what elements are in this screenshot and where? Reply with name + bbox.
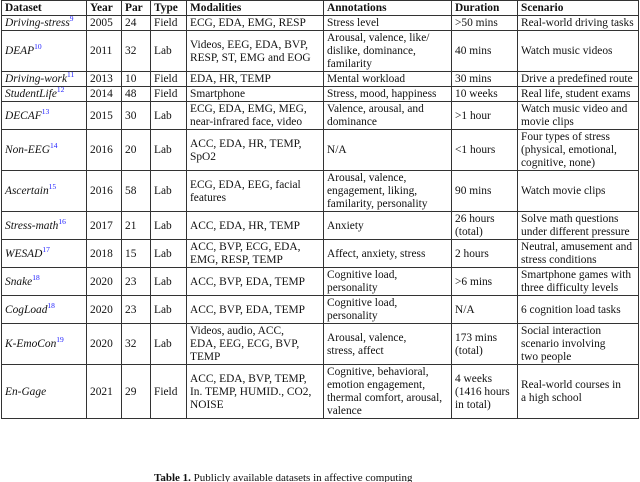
table-row	[2, 72, 639, 87]
year-cell: 2011	[87, 31, 122, 72]
cell-line: Mental workload	[327, 73, 406, 85]
type-cell: Lab	[151, 296, 187, 324]
table-row	[2, 16, 639, 31]
cell-line: Arousal, valence,	[327, 172, 407, 184]
year-cell: 2021	[87, 365, 122, 419]
table-row	[2, 268, 639, 296]
duration-cell	[452, 87, 518, 102]
reference-link[interactable]: 19	[56, 335, 64, 345]
scenario-cell	[518, 212, 639, 240]
cell-line: EDA, HR, TEMP	[190, 73, 271, 85]
cell-line: Arousal, valence,	[327, 331, 407, 344]
cell-line: Stress, mood, happiness	[327, 88, 437, 100]
year-cell: 2013	[87, 72, 122, 87]
modalities-cell	[187, 324, 324, 365]
cell-line: ACC, BVP, EDA, TEMP	[190, 303, 305, 316]
cell-line: ACC, EDA, BVP, TEMP,	[190, 372, 307, 385]
table-caption	[154, 472, 412, 482]
table-body	[2, 16, 639, 419]
modalities-cell	[187, 212, 324, 240]
dataset-name: K-EmoCon	[5, 338, 57, 350]
type-cell: Lab	[151, 102, 187, 130]
cell-line: ECG, EDA, EMG, RESP	[190, 17, 306, 29]
dataset-name-cell	[2, 72, 87, 87]
scenario-cell	[518, 324, 639, 365]
year-cell: 2015	[87, 102, 122, 130]
type-cell: Lab	[151, 268, 187, 296]
year-cell: 2017	[87, 212, 122, 240]
column-header: Year	[87, 1, 122, 16]
par-cell: 10	[122, 72, 151, 87]
cell-line: Watch music video and	[521, 103, 628, 115]
cell-line: Arousal, valence, like/	[327, 32, 430, 44]
cell-line: 10 weeks	[455, 88, 498, 100]
year-cell: 2005	[87, 16, 122, 31]
cell-line: movie clips	[521, 116, 574, 128]
caption-text: Publicly available datasets in affective computing	[193, 472, 413, 482]
dataset-name: Driving-stress	[5, 17, 70, 29]
cell-line: thermal comfort, arousal,	[327, 392, 443, 404]
table-row	[2, 171, 639, 212]
cell-line: >50 mins	[455, 17, 498, 29]
cell-line: Cognitive load,	[327, 269, 398, 281]
cell-line: cognitive, none)	[521, 157, 596, 169]
cell-line: valence	[327, 405, 362, 417]
cell-line: Stress level	[327, 17, 380, 29]
cell-line: Watch movie clips	[521, 185, 606, 197]
cell-line: near-infrared face, video	[190, 116, 303, 128]
reference-link[interactable]: 13	[41, 106, 50, 116]
cell-line: 2 hours	[455, 247, 489, 260]
scenario-cell	[518, 102, 639, 130]
year-cell: 2018	[87, 240, 122, 268]
dataset-name-cell	[2, 31, 87, 72]
cell-line: Smartphone games with	[521, 269, 632, 281]
type-cell: Lab	[151, 130, 187, 171]
dataset-name-cell	[2, 102, 87, 130]
par-cell: 58	[122, 171, 151, 212]
cell-line: Four types of stress	[521, 131, 610, 143]
type-cell: Field	[151, 72, 187, 87]
cell-line: Anxiety	[327, 219, 364, 232]
annotations-cell	[324, 324, 452, 365]
dataset-name: Non-EEG	[5, 144, 50, 156]
modalities-cell	[187, 31, 324, 72]
dataset-name-cell	[2, 130, 87, 171]
scenario-cell	[518, 268, 639, 296]
cell-line: scenario involving	[521, 338, 606, 350]
reference-link[interactable]: 18	[32, 272, 40, 282]
dataset-name-cell	[2, 268, 87, 296]
cell-line: 4 weeks	[455, 372, 493, 385]
table-row	[2, 296, 639, 324]
cell-line: 26 hours	[455, 213, 495, 225]
duration-cell	[452, 16, 518, 31]
dataset-name: Ascertain	[5, 185, 49, 197]
cell-line: (1416 hours	[455, 385, 510, 398]
annotations-cell	[324, 268, 452, 296]
table-row	[2, 324, 639, 365]
dataset-name: Snake	[5, 275, 33, 288]
par-cell: 23	[122, 296, 151, 324]
table-row	[2, 365, 639, 419]
type-cell: Field	[151, 87, 187, 102]
cell-line: RESP, ST, EMG and EOG	[190, 51, 311, 64]
cell-line: Drive a predefined route	[521, 73, 633, 85]
dataset-name: WESAD	[5, 247, 43, 260]
cell-line: Real life, student exams	[521, 88, 631, 100]
cell-line: >6 mins	[455, 275, 493, 288]
cell-line: (total)	[455, 344, 483, 357]
cell-line: familarity, personality	[327, 198, 428, 210]
duration-cell	[452, 171, 518, 212]
annotations-cell	[324, 102, 452, 130]
type-cell: Field	[151, 16, 187, 31]
annotations-cell	[324, 31, 452, 72]
cell-line: ACC, EDA, HR, TEMP	[190, 219, 300, 232]
cell-line: Cognitive, behavioral,	[327, 366, 429, 378]
cell-line: dominance	[327, 116, 377, 128]
cell-line: three difficulty levels	[521, 282, 619, 294]
header-row	[2, 1, 639, 16]
cell-line: >1 hour	[455, 109, 491, 122]
cell-line: (physical, emotional,	[521, 144, 617, 156]
annotations-cell	[324, 16, 452, 31]
cell-line: emotion engagement,	[327, 379, 426, 391]
table-row	[2, 87, 639, 102]
column-header: Annotations	[324, 1, 452, 16]
year-cell: 2014	[87, 87, 122, 102]
par-cell: 29	[122, 365, 151, 419]
par-cell: 15	[122, 240, 151, 268]
table-row	[2, 31, 639, 72]
duration-cell	[452, 31, 518, 72]
duration-cell	[452, 365, 518, 419]
annotations-cell	[324, 87, 452, 102]
cell-line: <1 hours	[455, 144, 496, 156]
par-cell: 21	[122, 212, 151, 240]
duration-cell	[452, 72, 518, 87]
type-cell: Field	[151, 365, 187, 419]
cell-line: N/A	[455, 303, 475, 316]
dataset-name-cell	[2, 324, 87, 365]
reference-link[interactable]: 11	[67, 70, 75, 80]
scenario-cell	[518, 72, 639, 87]
duration-cell	[452, 268, 518, 296]
type-cell: Lab	[151, 31, 187, 72]
year-cell: 2020	[87, 324, 122, 365]
annotations-cell	[324, 240, 452, 268]
cell-line: a high school	[521, 392, 582, 404]
dataset-name: StudentLife	[5, 88, 57, 100]
cell-line: under different pressure	[521, 226, 630, 238]
year-cell: 2020	[87, 268, 122, 296]
cell-line: 40 mins	[455, 45, 492, 57]
cell-line: 6 cognition load tasks	[521, 303, 621, 316]
reference-link[interactable]: 9	[69, 14, 74, 24]
cell-line: Neutral, amusement and	[521, 241, 633, 253]
cell-line: (total)	[455, 226, 483, 238]
duration-cell	[452, 212, 518, 240]
par-cell: 32	[122, 31, 151, 72]
modalities-cell	[187, 171, 324, 212]
cell-line: stress, affect	[327, 344, 384, 357]
cell-line: Videos, audio, ACC,	[190, 325, 284, 337]
cell-line: Valence, arousal, and	[327, 103, 424, 115]
reference-link[interactable]: 17	[42, 244, 50, 254]
datasets-table	[1, 0, 639, 419]
cell-line: Social interaction	[521, 325, 602, 337]
cell-line: stress conditions	[521, 254, 597, 266]
cell-line: ACC, EDA, HR, TEMP,	[190, 137, 302, 150]
reference-link[interactable]: 14	[49, 141, 58, 151]
cell-line: NOISE	[190, 398, 224, 411]
type-cell: Lab	[151, 240, 187, 268]
dataset-name: CogLoad	[5, 303, 48, 316]
scenario-cell	[518, 87, 639, 102]
cell-line: EMG, RESP, TEMP	[190, 254, 283, 266]
column-header: Duration	[452, 1, 518, 16]
scenario-cell	[518, 16, 639, 31]
caption-label: Table 1.	[154, 472, 191, 482]
cell-line: features	[190, 191, 227, 204]
cell-line: Real-world driving tasks	[521, 17, 634, 29]
column-header: Type	[151, 1, 187, 16]
duration-cell	[452, 296, 518, 324]
par-cell: 48	[122, 87, 151, 102]
par-cell: 30	[122, 102, 151, 130]
annotations-cell	[324, 130, 452, 171]
par-cell: 24	[122, 16, 151, 31]
cell-line: personality	[327, 282, 378, 294]
annotations-cell	[324, 365, 452, 419]
dataset-name-cell	[2, 87, 87, 102]
dataset-name: En-Gage	[5, 385, 47, 398]
dataset-name-cell	[2, 296, 87, 324]
cell-line: 173 mins	[455, 331, 498, 344]
dataset-name: DEAP	[5, 45, 35, 57]
annotations-cell	[324, 296, 452, 324]
scenario-cell	[518, 31, 639, 72]
scenario-cell	[518, 296, 639, 324]
cell-line: in total)	[455, 398, 491, 411]
year-cell: 2020	[87, 296, 122, 324]
reference-link[interactable]: 15	[48, 182, 57, 192]
par-cell: 20	[122, 130, 151, 171]
modalities-cell	[187, 296, 324, 324]
cell-line: N/A	[327, 144, 347, 156]
duration-cell	[452, 102, 518, 130]
scenario-cell	[518, 240, 639, 268]
column-header: Scenario	[518, 1, 639, 16]
duration-cell	[452, 130, 518, 171]
duration-cell	[452, 240, 518, 268]
cell-line: ECG, EDA, EMG, MEG,	[190, 103, 307, 115]
annotations-cell	[324, 72, 452, 87]
cell-line: ECG, EDA, EEG, facial	[190, 178, 301, 191]
par-cell: 23	[122, 268, 151, 296]
cell-line: Solve math questions	[521, 213, 619, 225]
modalities-cell	[187, 130, 324, 171]
annotations-cell	[324, 212, 452, 240]
dataset-name-cell	[2, 365, 87, 419]
modalities-cell	[187, 102, 324, 130]
cell-line: familarity	[327, 58, 372, 70]
scenario-cell	[518, 171, 639, 212]
cell-line: In. TEMP, HUMID., CO2,	[190, 385, 312, 398]
cell-line: SpO2	[190, 150, 216, 163]
duration-cell	[452, 324, 518, 365]
cell-line: Smartphone	[190, 88, 246, 100]
column-header: Par	[122, 1, 151, 16]
dataset-name-cell	[2, 240, 87, 268]
scenario-cell	[518, 130, 639, 171]
year-cell: 2016	[87, 130, 122, 171]
dataset-name: DECAF	[5, 109, 42, 122]
dataset-name-cell	[2, 16, 87, 31]
table-row	[2, 240, 639, 268]
cell-line: Watch music videos	[521, 45, 613, 57]
table-row	[2, 212, 639, 240]
cell-line: Real-world courses in	[521, 379, 621, 391]
cell-line: Affect, anxiety, stress	[327, 247, 426, 260]
cell-line: EDA, EEG, ECG, BVP,	[190, 338, 300, 350]
cell-line: Videos, EEG, EDA, BVP,	[190, 38, 308, 51]
reference-link[interactable]: 12	[56, 85, 65, 95]
par-cell: 32	[122, 324, 151, 365]
modalities-cell	[187, 365, 324, 419]
cell-line: ACC, BVP, ECG, EDA,	[190, 241, 301, 253]
reference-link[interactable]: 16	[58, 216, 66, 226]
cell-line: 90 mins	[455, 185, 492, 197]
scenario-cell	[518, 365, 639, 419]
cell-line: dislike, dominance,	[327, 45, 416, 57]
modalities-cell	[187, 240, 324, 268]
column-header: Modalities	[187, 1, 324, 16]
dataset-name: Stress-math	[5, 219, 59, 232]
dataset-name-cell	[2, 212, 87, 240]
cell-line: TEMP	[190, 351, 221, 363]
modalities-cell	[187, 268, 324, 296]
cell-line: ACC, BVP, EDA, TEMP	[190, 275, 305, 288]
table-row	[2, 130, 639, 171]
type-cell: Lab	[151, 171, 187, 212]
type-cell: Lab	[151, 324, 187, 365]
modalities-cell	[187, 87, 324, 102]
table-row	[2, 102, 639, 130]
dataset-name: Driving-work	[5, 73, 68, 85]
annotations-cell	[324, 171, 452, 212]
modalities-cell	[187, 16, 324, 31]
cell-line: 30 mins	[455, 73, 492, 85]
year-cell: 2016	[87, 171, 122, 212]
dataset-name-cell	[2, 171, 87, 212]
cell-line: two people	[521, 351, 572, 363]
reference-link[interactable]: 10	[34, 42, 42, 52]
type-cell: Lab	[151, 212, 187, 240]
cell-line: personality	[327, 310, 378, 322]
cell-line: Cognitive load,	[327, 297, 398, 309]
reference-link[interactable]: 18	[47, 300, 55, 310]
column-header: Dataset	[2, 1, 87, 16]
cell-line: engagement, liking,	[327, 185, 418, 197]
modalities-cell	[187, 72, 324, 87]
